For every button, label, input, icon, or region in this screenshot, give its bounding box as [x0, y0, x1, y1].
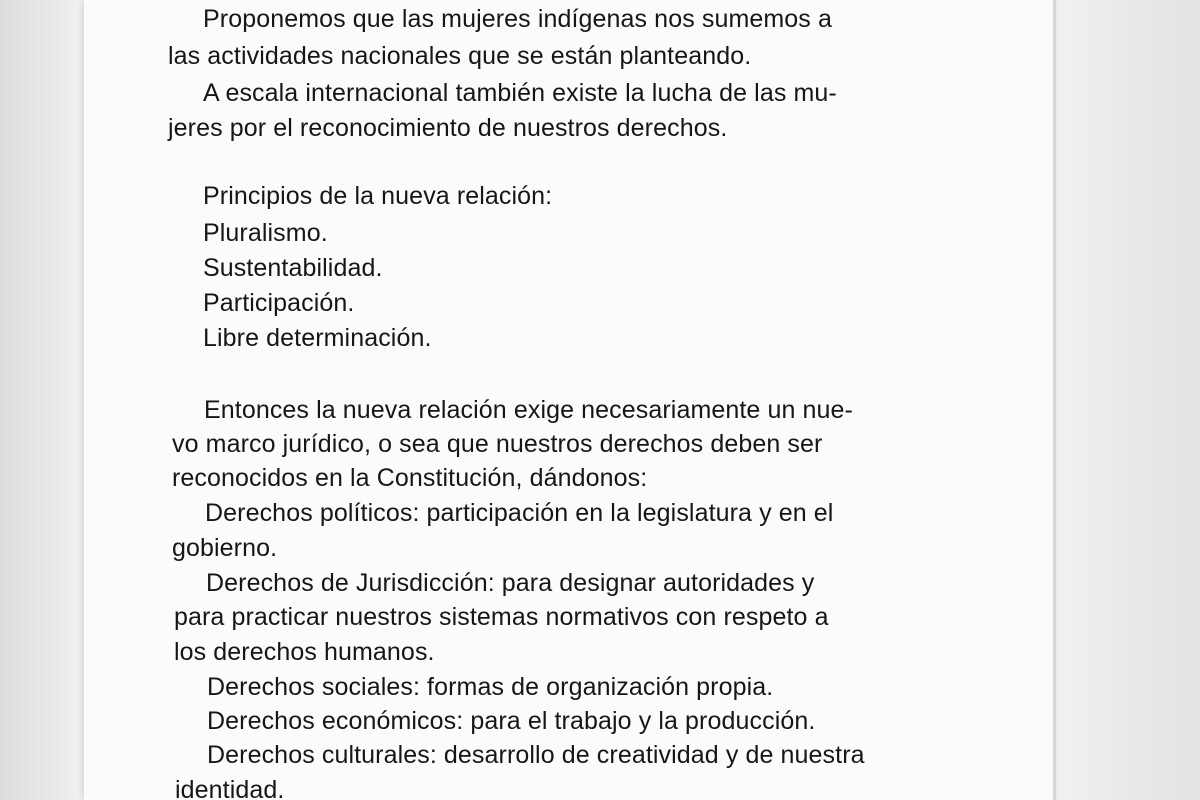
body-text-line: A escala internacional también existe la lucha de las mu- — [203, 79, 837, 107]
body-text-line: Derechos sociales: formas de organización propia. — [207, 673, 774, 701]
body-text-line: identidad. — [175, 776, 285, 800]
body-text-line: Derechos económicos: para el trabajo y la producción. — [207, 707, 816, 735]
body-text-line: jeres por el reconocimiento de nuestros derechos. — [168, 114, 728, 142]
list-item: Participación. — [203, 289, 355, 317]
list-item: Libre determinación. — [203, 324, 432, 352]
cut-off-top-line — [172, 0, 792, 2]
body-text-line: Derechos políticos: participación en la legislatura y en el — [205, 499, 834, 527]
page-edge — [1053, 0, 1056, 800]
body-text-line: los derechos humanos. — [174, 638, 435, 666]
body-text-line: Proponemos que las mujeres indígenas nos sumemos a — [203, 5, 832, 33]
body-text-line: reconocidos en la Constitución, dándonos: — [172, 464, 648, 492]
list-heading: Principios de la nueva relación: — [203, 182, 553, 210]
body-text-line: Entonces la nueva relación exige necesariamente un nue- — [204, 396, 853, 424]
body-text-line: las actividades nacionales que se están planteando. — [168, 42, 752, 70]
body-text-line: para practicar nuestros sistemas normativos con respeto a — [174, 603, 829, 631]
list-item: Pluralismo. — [203, 219, 328, 247]
list-item: Sustentabilidad. — [203, 254, 383, 282]
body-text-line: vo marco jurídico, o sea que nuestros derechos deben ser — [172, 430, 823, 458]
body-text-line: gobierno. — [172, 534, 278, 562]
body-text-line: Derechos de Jurisdicción: para designar autoridades y — [206, 569, 815, 597]
body-text-line: Derechos culturales: desarrollo de creatividad y de nuestra — [207, 741, 865, 769]
